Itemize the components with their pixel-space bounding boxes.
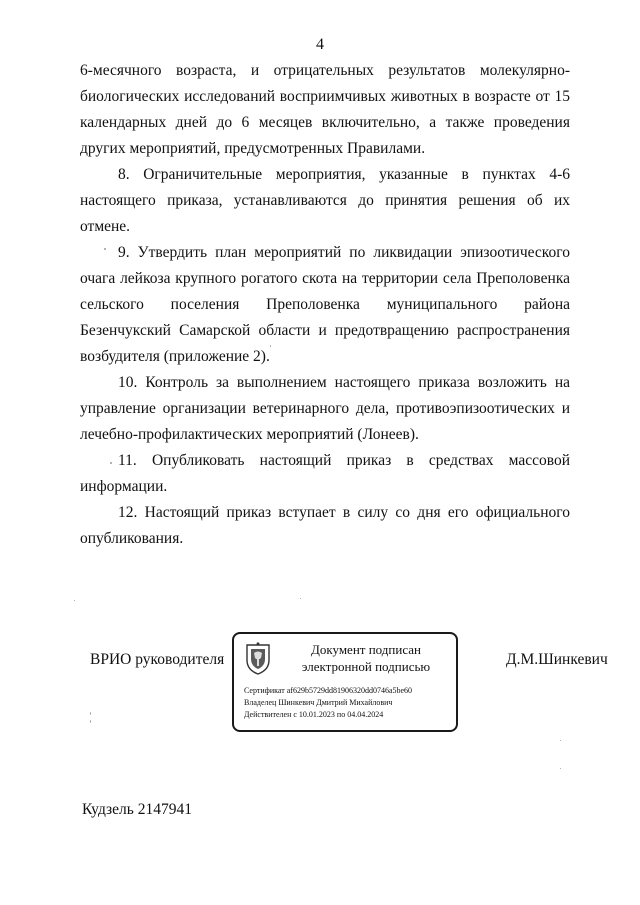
coat-of-arms-icon [244,642,272,676]
body-text [80,58,570,552]
scan-speck [300,598,301,599]
paragraph-8: 8. Ограничительные мероприятия, указанные в пунктах 4-6 настоящего приказа, устанавливаются до принятия решения об их отмене. [80,166,570,235]
paragraph-12: 12. Настоящий приказ вступает в силу со дня его официального опубликования. [80,504,570,547]
stamp-title [278,641,454,675]
scan-speck [560,740,561,741]
paragraph-9: 9. Утвердить план мероприятий по ликвидации эпизоотического очага лейкоза крупного рогатого скота на территории села Преполовенка сельского поселения Преполовенка муниципального района Безенчукский Самарской области и предотвращению распространения возбудителя (приложение 2). [80,244,570,365]
signer-name: Д.М.Шинкевич [506,651,608,668]
scan-speck [74,600,75,601]
page-number: 4 [316,36,324,53]
executor-info: Кудзель 2147941 [82,801,192,818]
scan-speck [90,720,91,723]
stamp-title-line-2: электронной подписью [301,659,431,674]
electronic-signature-stamp [232,632,458,732]
scan-speck [104,248,106,250]
scan-speck [270,345,271,347]
signer-position: ВРИО руководителя [90,651,225,668]
certificate-validity: Действителен с 10.01.2023 по 04.04.2024 [244,710,384,719]
signature-block [80,632,608,737]
paragraph-11: 11. Опубликовать настоящий приказ в средствах массовой информации. [80,452,570,495]
paragraph-10: 10. Контроль за выполнением настоящего приказа возложить на управление организации ветеринарного дела, противоэпизоотических и лечебно-профилактических мероприятий (Лонеев). [80,374,570,443]
certificate-owner: Владелец Шинкевич Дмитрий Михайлович [244,698,393,707]
scan-speck [90,712,91,715]
certificate-number: Сертификат af629b5729dd81906320dd0746a5be60 [244,686,413,695]
paragraph-continuation: 6-месячного возраста, и отрицательных результатов молекулярно-биологических исследований восприимчивых животных в возрасте от 15 календарных дней до 6 месяцев включительно, а также проведения других мероприятий, предусмотренных Правилами. [80,62,570,157]
scan-speck [560,768,561,769]
stamp-title-line-1: Документ подписан [311,642,421,657]
scan-speck [110,462,112,464]
